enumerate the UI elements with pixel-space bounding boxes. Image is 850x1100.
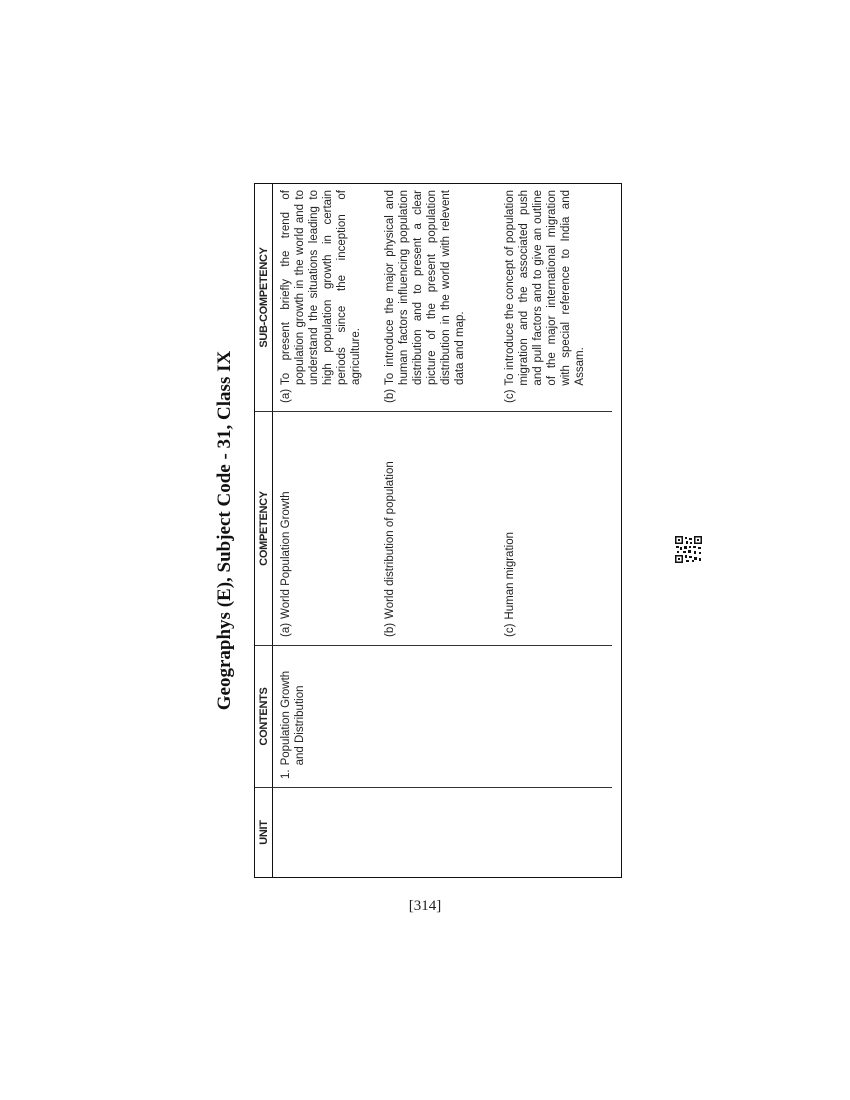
- header-competency: COMPETENCY: [255, 411, 273, 645]
- syllabus-table: [254, 183, 622, 878]
- sub-competency-cell-c: [497, 184, 612, 411]
- qr-code-icon: [675, 536, 702, 563]
- sub-competency-text-c: To introduce the concept of population migration and the associated push and pull factors and to give an outline of the major international migration with special reference to India and Assam.: [504, 190, 586, 386]
- header-sub-competency: SUB-COMPETENCY: [255, 184, 273, 411]
- sub-competency-cell-a: [273, 184, 377, 411]
- contents-item: [279, 652, 307, 779]
- competency-text-c: Human migration: [504, 532, 516, 620]
- sub-competency-label-c: (c): [504, 389, 516, 403]
- competency-cell-a: [273, 411, 377, 645]
- rotated-page-content: [208, 183, 648, 878]
- contents-number: 1.: [280, 769, 292, 779]
- competency-cell-c: [497, 411, 612, 645]
- page-number: [314]: [408, 898, 442, 914]
- header-unit: UNIT: [255, 787, 273, 877]
- competency-text-b: World distribution of population: [384, 461, 396, 619]
- competency-label-a: (a): [280, 622, 292, 637]
- contents-text: Population Growth and Distribution: [280, 670, 306, 766]
- competency-label-c: (c): [504, 623, 516, 637]
- sub-competency-text-a: To present briefly the trend of population growth in the world and to understand the situations leading to high population growth in certain periods since the inception of agriculture.: [280, 190, 362, 385]
- sub-competency-text-b: To introduce the major physical and human factors influencing population distribution and to present a clear picture of the present population distribution in the world with relevent data and map.: [384, 190, 466, 385]
- competency-label-b: (b): [384, 622, 396, 637]
- competency-text-a: World Population Growth: [280, 491, 292, 619]
- sub-competency-label-b: (b): [384, 388, 396, 403]
- sub-competency-label-a: (a): [280, 388, 292, 403]
- contents-cell: [273, 645, 612, 787]
- page-title: Geographys (E), Subject Code - 31, Class IX: [214, 350, 235, 711]
- header-contents: CONTENTS: [255, 645, 273, 787]
- competency-cell-b: [377, 411, 497, 645]
- sub-competency-cell-b: [377, 184, 497, 411]
- unit-cell: [273, 787, 612, 877]
